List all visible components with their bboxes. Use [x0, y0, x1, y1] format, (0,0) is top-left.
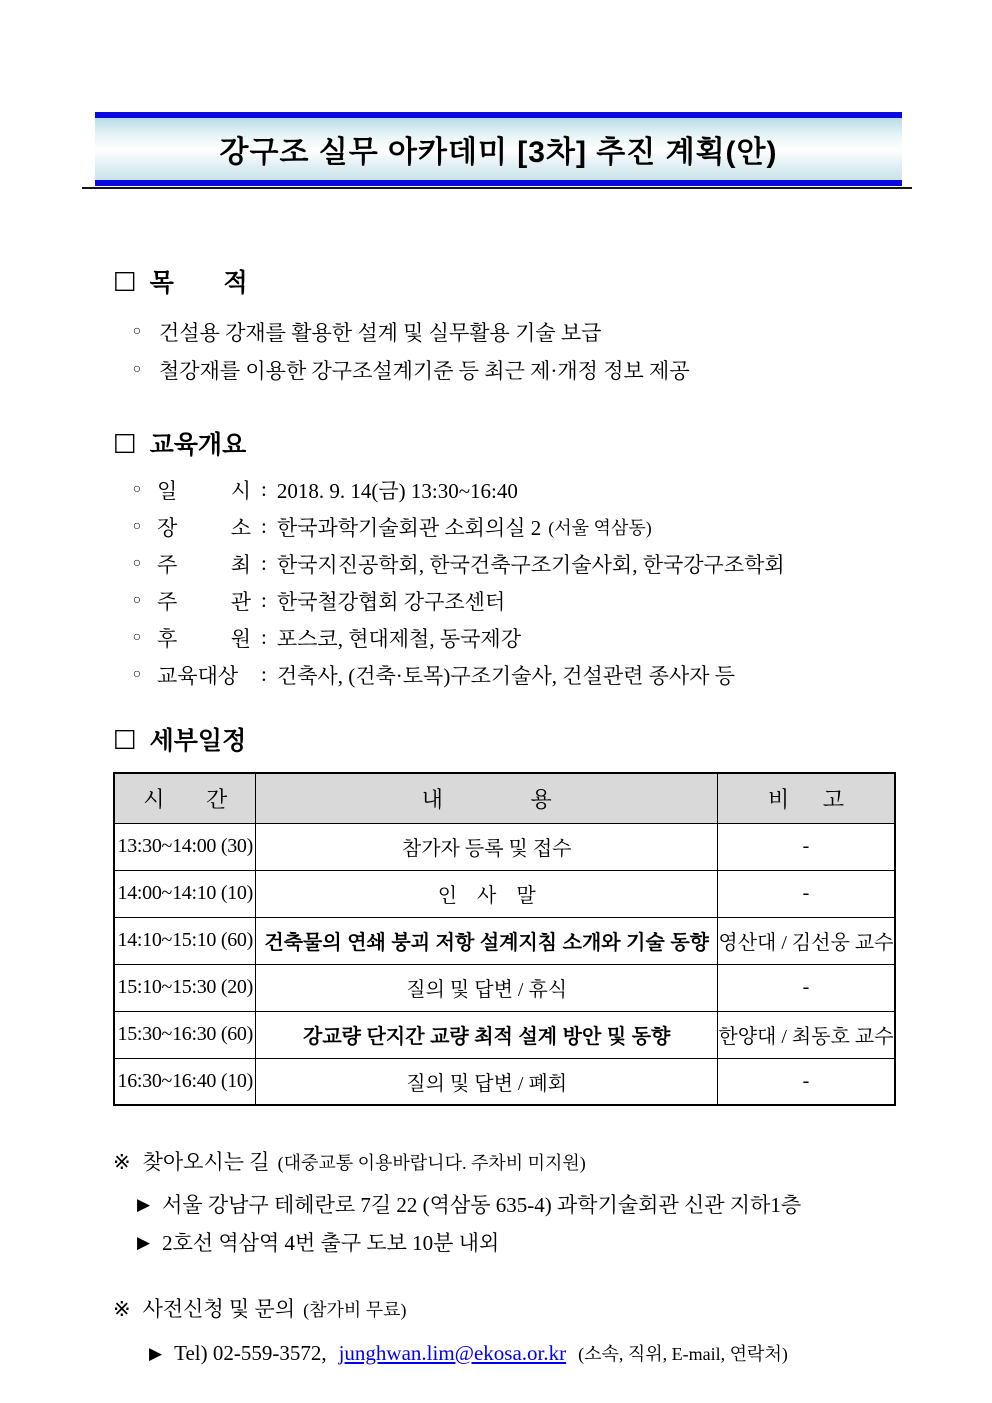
overview-item-separator: :	[261, 662, 267, 686]
circle-bullet-icon: ○	[132, 324, 142, 339]
document-body	[113, 263, 900, 1366]
overview-item-value: 한국철강협회 강구조센터	[276, 589, 506, 614]
cell-content: 건축물의 연쇄 붕괴 저항 설계지침 소개와 기술 동향	[256, 917, 717, 964]
square-marker-icon: □	[113, 264, 137, 294]
overview-item-separator: :	[261, 477, 267, 501]
overview-item-label: 후 원	[157, 626, 251, 651]
contact-line	[149, 1340, 900, 1366]
list-item	[137, 1223, 900, 1261]
list-item	[129, 619, 900, 656]
cell-time: 14:10~15:10 (60)	[114, 917, 256, 964]
circle-bullet-icon: ○	[132, 592, 142, 608]
schedule-heading-label: 세부일정	[149, 727, 247, 755]
table-header-row	[114, 773, 895, 823]
title-banner	[95, 112, 902, 186]
column-header-note	[717, 773, 895, 823]
section-purpose	[113, 263, 900, 389]
overview-item-label: 일 시	[157, 478, 251, 503]
overview-item-separator: :	[261, 588, 267, 612]
cell-content: 강교량 단지간 교량 최적 설계 방안 및 동향	[256, 1011, 717, 1058]
section-overview	[113, 425, 900, 693]
column-header-label: 내 용	[421, 786, 552, 812]
cell-content: 참가자 등록 및 접수	[256, 823, 717, 870]
list-item	[137, 1185, 900, 1223]
overview-item-value: 건축사, (건축·토목)구조기술사, 건설관련 종사자 등	[276, 663, 736, 688]
arrow-bullet-icon: ▶	[149, 1343, 163, 1363]
list-item	[129, 471, 900, 508]
overview-item-value: 포스코, 현대제철, 동국제강	[276, 626, 521, 651]
purpose-item-text: 철강재를 이용한 강구조설계기준 등 최근 제·개정 정보 제공	[159, 359, 690, 383]
cell-time: 15:30~16:30 (60)	[114, 1011, 256, 1058]
overview-item-value: 2018. 9. 14(금) 13:30~16:40	[276, 478, 518, 503]
directions-list	[137, 1185, 900, 1261]
cell-note: 한양대 / 최동호 교수	[717, 1011, 895, 1058]
arrow-bullet-icon: ▶	[137, 1232, 151, 1252]
overview-item-separator: :	[261, 514, 267, 538]
reference-mark-icon: ※	[113, 1150, 131, 1174]
reference-mark-icon: ※	[113, 1297, 131, 1321]
circle-bullet-icon: ○	[132, 362, 142, 377]
list-item	[129, 313, 900, 351]
title-underline	[82, 187, 912, 189]
list-item	[129, 351, 900, 389]
column-header-label: 시 간	[143, 786, 228, 812]
circle-bullet-icon: ○	[132, 481, 142, 497]
overview-item-note: (서울 역삼동)	[548, 517, 652, 538]
cell-time: 16:30~16:40 (10)	[114, 1058, 256, 1105]
directions-title-note: (대중교통 이용바랍니다. 주차비 미지원)	[277, 1153, 586, 1173]
schedule-table	[113, 772, 896, 1106]
section-directions	[113, 1146, 900, 1261]
overview-heading-label: 교육개요	[149, 431, 247, 459]
overview-item-label: 교육대상	[157, 663, 239, 688]
column-header-time	[114, 773, 256, 823]
table-row	[114, 823, 895, 870]
directions-item-text: 2호선 역삼역 4번 출구 도보 10분 내외	[162, 1231, 500, 1255]
page-title: 강구조 실무 아카데미 [3차] 추진 계획(안)	[219, 136, 778, 169]
cell-content: 인 사 말	[256, 870, 717, 917]
cell-note: -	[717, 1058, 895, 1105]
phone-number: Tel) 02-559-3572,	[174, 1340, 327, 1365]
purpose-item-text: 건설용 강재를 활용한 설계 및 실무활용 기술 보급	[159, 321, 602, 345]
square-marker-icon: □	[113, 722, 137, 752]
title-banner-box	[95, 112, 902, 186]
table-row	[114, 964, 895, 1011]
purpose-heading-label: 목 적	[149, 269, 248, 297]
list-item	[129, 656, 900, 693]
email-link[interactable]: junghwan.lim@ekosa.or.kr	[338, 1340, 567, 1365]
cell-time: 13:30~14:00 (30)	[114, 823, 256, 870]
overview-heading	[113, 425, 900, 461]
schedule-heading	[113, 721, 900, 757]
column-header-label: 비 고	[767, 786, 844, 812]
directions-title: 찾아오시는 길	[142, 1150, 270, 1174]
overview-item-label: 주 최	[157, 552, 251, 577]
registration-title-note: (참가비 무료)	[303, 1300, 407, 1320]
overview-item-separator: :	[261, 625, 267, 649]
overview-list	[129, 471, 900, 693]
cell-time: 14:00~14:10 (10)	[114, 870, 256, 917]
square-marker-icon: □	[113, 426, 137, 456]
cell-content: 질의 및 답변 / 폐회	[256, 1058, 717, 1105]
circle-bullet-icon: ○	[132, 666, 142, 682]
directions-title-line	[113, 1146, 900, 1179]
overview-item-value: 한국지진공학회, 한국건축구조기술사회, 한국강구조학회	[276, 552, 785, 577]
section-registration	[113, 1293, 900, 1366]
cell-note: -	[717, 870, 895, 917]
overview-item-value: 한국과학기술회관 소회의실 2	[276, 515, 542, 540]
arrow-bullet-icon: ▶	[137, 1194, 151, 1214]
overview-item-label: 주 관	[157, 589, 251, 614]
column-header-content	[256, 773, 717, 823]
directions-item-text: 서울 강남구 테헤란로 7길 22 (역삼동 635-4) 과학기술회관 신관 지하1층	[162, 1193, 802, 1217]
list-item	[129, 582, 900, 619]
overview-item-separator: :	[261, 551, 267, 575]
purpose-list	[129, 313, 900, 389]
table-row	[114, 1058, 895, 1105]
registration-title-line	[113, 1293, 900, 1326]
circle-bullet-icon: ○	[132, 518, 142, 534]
table-row	[114, 917, 895, 964]
list-item	[129, 508, 900, 545]
circle-bullet-icon: ○	[132, 555, 142, 571]
contact-suffix: (소속, 직위, E-mail, 연락처)	[578, 1344, 788, 1364]
cell-content: 질의 및 답변 / 휴식	[256, 964, 717, 1011]
table-row	[114, 870, 895, 917]
circle-bullet-icon: ○	[132, 629, 142, 645]
purpose-heading	[113, 263, 900, 299]
list-item	[129, 545, 900, 582]
cell-note: 영산대 / 김선웅 교수	[717, 917, 895, 964]
cell-time: 15:10~15:30 (20)	[114, 964, 256, 1011]
overview-item-label: 장 소	[157, 515, 251, 540]
cell-note: -	[717, 964, 895, 1011]
table-row	[114, 1011, 895, 1058]
section-schedule	[113, 721, 900, 1106]
cell-note: -	[717, 823, 895, 870]
registration-title: 사전신청 및 문의	[142, 1297, 296, 1321]
